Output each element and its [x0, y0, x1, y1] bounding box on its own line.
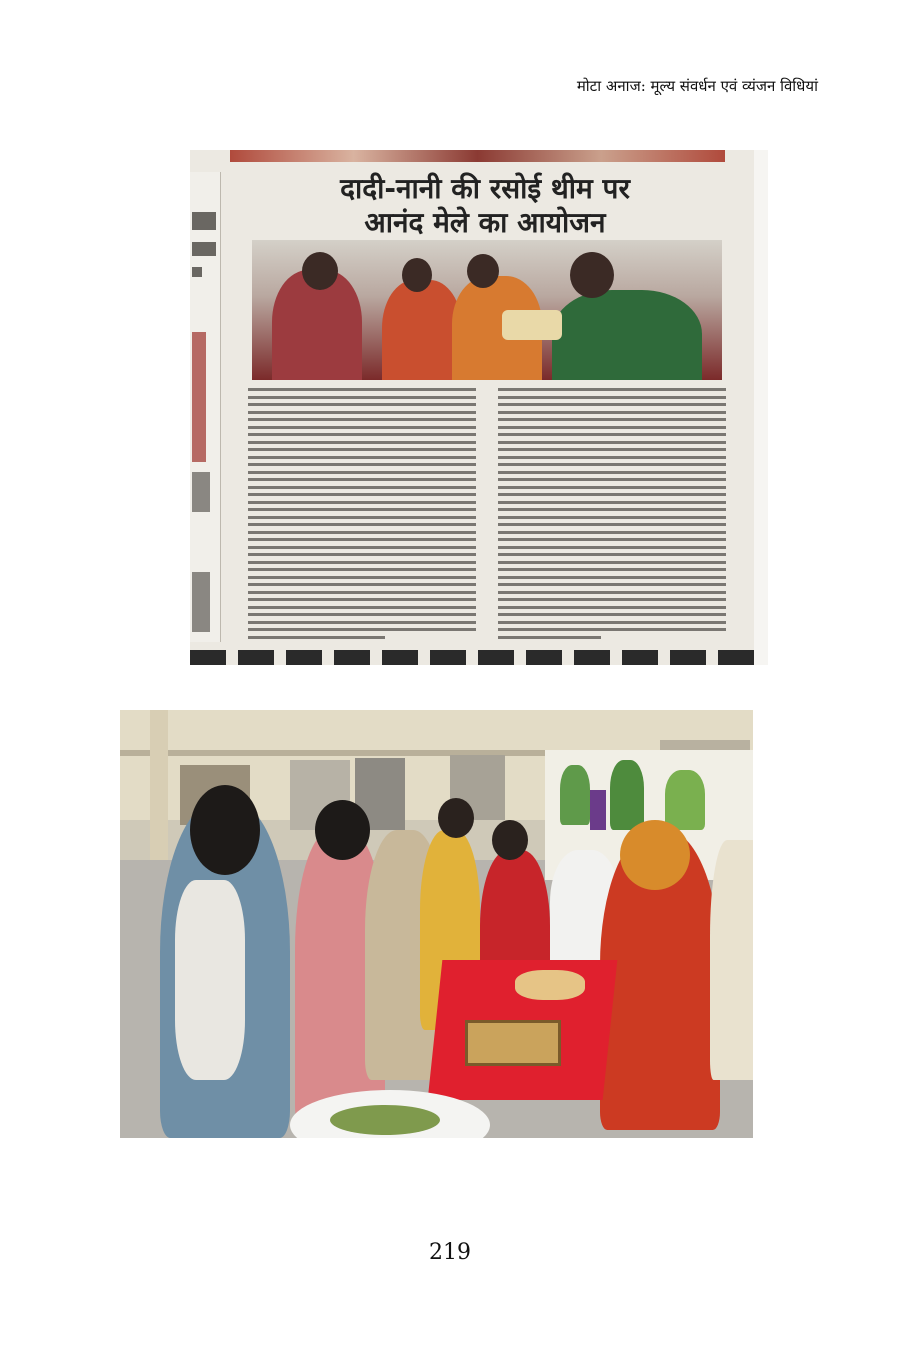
clipping-article-column-1	[248, 388, 476, 640]
clipping-headline-line-1: दादी-नानी की रसोई थीम पर	[340, 172, 630, 205]
clipping-article-body	[248, 388, 728, 640]
clipping-photo	[252, 240, 722, 380]
clipping-headline-line-2: आनंद मेले का आयोजन	[364, 206, 606, 239]
clipping-next-headline-cropped	[190, 650, 768, 665]
newspaper-clipping	[190, 150, 768, 665]
clipping-top-strip	[230, 150, 725, 162]
running-header: मोटा अनाज: मूल्य संवर्धन एवं व्यंजन विधियां	[576, 77, 818, 95]
event-photo	[120, 710, 753, 1138]
clipping-headline	[230, 172, 740, 240]
clipping-right-margin	[754, 150, 768, 665]
clipping-article-column-2	[498, 388, 726, 640]
clipping-adjacent-column	[190, 172, 221, 642]
page-number: 219	[429, 1240, 471, 1265]
